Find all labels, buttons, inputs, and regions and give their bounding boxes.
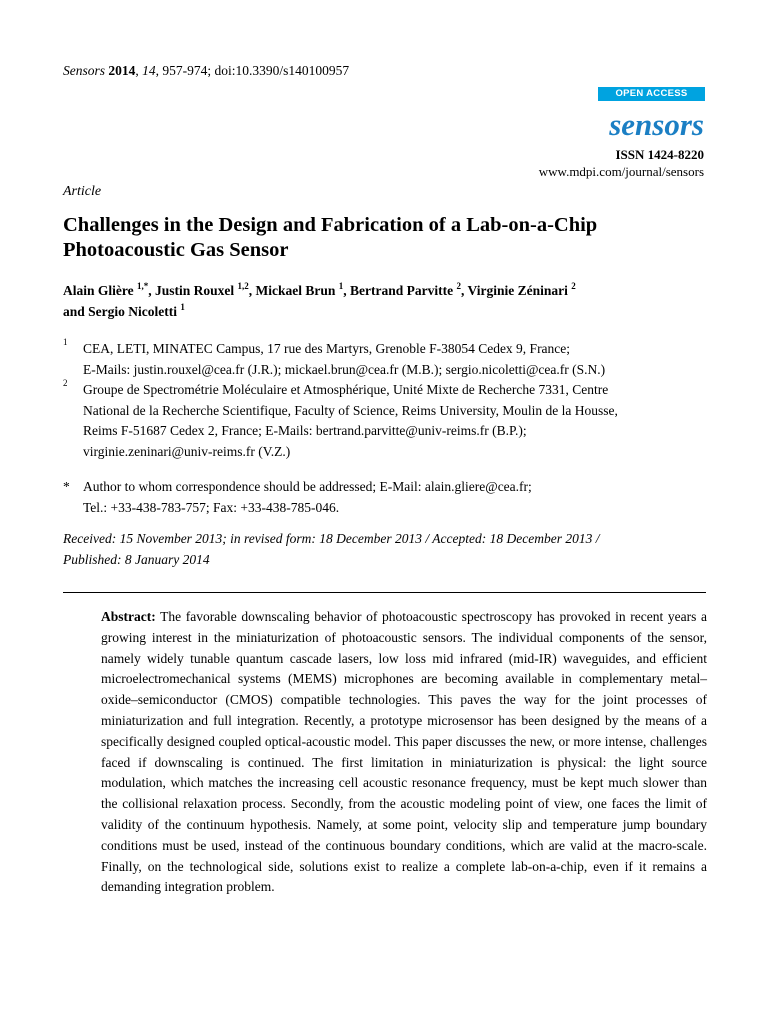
author-list xyxy=(63,280,713,322)
author-name: Bertrand Parvitte xyxy=(350,283,454,298)
citation-year: 2014 xyxy=(108,63,136,78)
author-separator: and xyxy=(63,304,89,319)
author-affil-sup: 2 xyxy=(456,281,461,291)
author-affil-sup: 1,* xyxy=(137,281,149,291)
abstract xyxy=(101,607,707,898)
affiliation-line: National de la Recherche Scientifique, Faculty of Science, Reims University, Moulin de la Housse, xyxy=(83,402,618,418)
citation-journal: Sensors xyxy=(63,63,106,78)
author-separator: , xyxy=(148,283,155,298)
journal-logo: sensors xyxy=(609,107,704,142)
dates-line: Published: 8 January 2014 xyxy=(63,551,210,567)
dates-line: Received: 15 November 2013; in revised form: 18 December 2013 / Accepted: 18 December 2013 / xyxy=(63,531,600,546)
affiliation-line: CEA, LETI, MINATEC Campus, 17 rue des Martyrs, Grenoble F-38054 Cedex 9, France; xyxy=(83,341,571,356)
journal-url[interactable]: www.mdpi.com/journal/sensors xyxy=(538,164,704,179)
author-separator: , xyxy=(461,283,468,298)
article-type: Article xyxy=(63,184,102,199)
open-access-badge: OPEN ACCESS xyxy=(598,87,705,101)
abstract-text: The favorable downscaling behavior of photoacoustic spectroscopy has provoked in recent years a growing interest in the miniaturization of photoacoustic sensors. The individual components of the sensor, namely widely tunable quantum cascade lasers, low loss mid infrared (mid-IR) waveguides, and efficient microelectromechanical systems (MEMS) microphones are becoming available in complementary metal–oxide–semiconductor (CMOS) compatible technologies. This paves the way for the joint processes of miniaturization and full integration. Recently, a prototype microsensor has been designed by the means of a specifically designed coupled optical-acoustic model. This paper discusses the new, or more intense, challenges faced if downscaling is continued. The first limitation in miniaturization is physical: the light source modulation, which matches the increasing cell acoustic resonance frequency, must be kept much slower than the collisional relaxation process. Secondly, from the acoustic modeling point of view, one faces the limit of validity of the continuum hypothesis. Namely, at some point, velocity slip and temperature jump boundary conditions must be used, instead of the continuous boundary conditions, which are valid at the macro-scale. Finally, on the technological side, solutions exist to realize a complete lab-on-a-chip, even if it remains a demanding integration problem. xyxy=(101,609,707,895)
author-name: Alain Glière xyxy=(63,283,134,298)
author-affil-sup: 1,2 xyxy=(237,281,249,291)
author-name: Virginie Zéninari xyxy=(467,283,568,298)
affiliation-2 xyxy=(83,380,618,462)
paper-title: Challenges in the Design and Fabrication of a Lab-on-a-Chip Photoacoustic Gas Sensor xyxy=(63,214,598,261)
citation-pages-doi: , 957-974; doi:10.3390/s140100957 xyxy=(155,63,350,78)
author-affil-sup: 1 xyxy=(338,281,344,291)
author-affil-sup: 1 xyxy=(180,302,185,312)
affiliation-line: Groupe de Spectrométrie Moléculaire et Atmosphérique, Unité Mixte de Recherche 7331, Centre xyxy=(83,382,609,397)
abstract-label: Abstract: xyxy=(101,609,156,624)
author-affil-sup: 2 xyxy=(571,281,576,291)
affiliation-line: Reims F-51687 Cedex 2, France; E-Mails: bertrand.parvitte@univ-reims.fr (B.P.); xyxy=(83,423,527,438)
citation-line: Sensors 2014, 14, 957-974; doi:10.3390/s140100957 xyxy=(63,63,350,78)
affiliation-line: virginie.zeninari@univ-reims.fr (V.Z.) xyxy=(83,443,291,459)
author-name: Sergio Nicoletti xyxy=(88,304,178,319)
section-divider xyxy=(63,592,706,593)
affiliation-line: E-Mails: justin.rouxel@cea.fr (J.R.); mickael.brun@cea.fr (M.B.); sergio.nicoletti@cea.fr (S.N.) xyxy=(83,361,606,377)
affiliation-number: 2 xyxy=(63,378,68,388)
citation-volume: 14 xyxy=(142,63,156,78)
correspondence-mark: * xyxy=(63,479,70,494)
author-separator: , xyxy=(248,283,256,298)
affiliation-number: 1 xyxy=(63,337,68,347)
correspondence-line: Tel.: +33-438-783-757; Fax: +33-438-785-046. xyxy=(83,499,340,515)
author-separator: , xyxy=(343,283,351,298)
author-name: Mickael Brun xyxy=(255,283,336,298)
publication-dates xyxy=(63,529,713,570)
correspondence xyxy=(83,477,532,518)
correspondence-line: Author to whom correspondence should be addressed; E-Mail: alain.gliere@cea.fr; xyxy=(83,479,532,494)
issn: ISSN 1424-8220 xyxy=(615,147,704,162)
author-name: Justin Rouxel xyxy=(155,283,235,298)
affiliation-1 xyxy=(83,339,605,380)
